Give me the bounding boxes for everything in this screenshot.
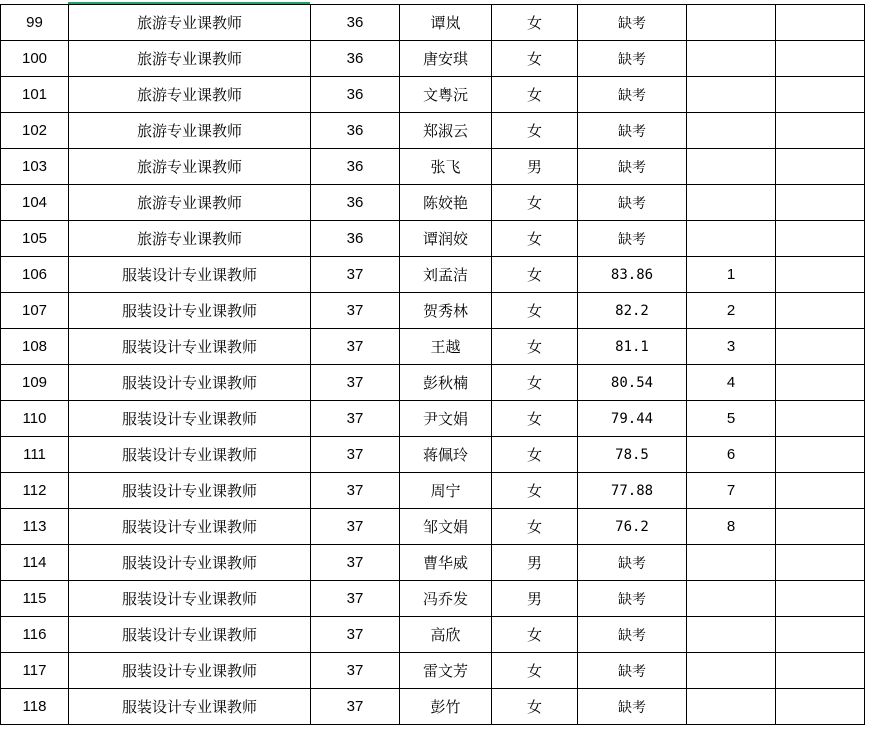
cell-seq[interactable]: 115 — [1, 581, 69, 617]
cell-rank[interactable] — [687, 41, 776, 77]
cell-rank[interactable] — [687, 77, 776, 113]
cell-rank[interactable]: 5 — [687, 401, 776, 437]
table-row — [1, 401, 865, 437]
cell-seq[interactable]: 117 — [1, 653, 69, 689]
cell-position[interactable]: 旅游专业课教师 — [69, 5, 311, 41]
table-row — [1, 473, 865, 509]
cell-score[interactable]: 80.54 — [578, 365, 687, 401]
table-row — [1, 77, 865, 113]
cell-position-code[interactable]: 37 — [311, 689, 400, 725]
cell-gender[interactable]: 男 — [492, 149, 578, 185]
cell-blank[interactable] — [776, 689, 865, 725]
cell-position-code[interactable]: 37 — [311, 293, 400, 329]
cell-name[interactable]: 周宁 — [400, 473, 492, 509]
cell-seq[interactable]: 101 — [1, 77, 69, 113]
cell-seq[interactable]: 105 — [1, 221, 69, 257]
cell-gender[interactable]: 女 — [492, 293, 578, 329]
cell-gender[interactable]: 女 — [492, 113, 578, 149]
cell-name[interactable]: 陈姣艳 — [400, 185, 492, 221]
cell-gender[interactable]: 女 — [492, 41, 578, 77]
cell-rank[interactable] — [687, 149, 776, 185]
cell-position-code[interactable]: 36 — [311, 77, 400, 113]
cell-gender[interactable]: 女 — [492, 617, 578, 653]
table-row — [1, 221, 865, 257]
cell-seq[interactable]: 111 — [1, 437, 69, 473]
cell-position[interactable]: 旅游专业课教师 — [69, 77, 311, 113]
cell-score[interactable]: 缺考 — [578, 77, 687, 113]
cell-score[interactable]: 缺考 — [578, 41, 687, 77]
cell-name[interactable]: 曹华威 — [400, 545, 492, 581]
cell-blank[interactable] — [776, 221, 865, 257]
cell-position[interactable]: 服装设计专业课教师 — [69, 581, 311, 617]
cell-position-code[interactable]: 36 — [311, 5, 400, 41]
table-row — [1, 437, 865, 473]
cell-seq[interactable]: 102 — [1, 113, 69, 149]
table-row — [1, 329, 865, 365]
cell-score[interactable]: 缺考 — [578, 185, 687, 221]
cell-score[interactable]: 缺考 — [578, 689, 687, 725]
cell-rank[interactable]: 3 — [687, 329, 776, 365]
cell-seq[interactable]: 103 — [1, 149, 69, 185]
cell-score[interactable]: 缺考 — [578, 545, 687, 581]
cell-position[interactable]: 服装设计专业课教师 — [69, 329, 311, 365]
cell-position-code[interactable]: 37 — [311, 545, 400, 581]
cell-seq[interactable]: 106 — [1, 257, 69, 293]
cell-blank[interactable] — [776, 653, 865, 689]
cell-seq[interactable]: 100 — [1, 41, 69, 77]
cell-position[interactable]: 旅游专业课教师 — [69, 221, 311, 257]
cell-position[interactable]: 旅游专业课教师 — [69, 113, 311, 149]
cell-name[interactable]: 蒋佩玲 — [400, 437, 492, 473]
cell-rank[interactable]: 7 — [687, 473, 776, 509]
cell-position[interactable]: 服装设计专业课教师 — [69, 437, 311, 473]
cell-rank[interactable] — [687, 221, 776, 257]
cell-gender[interactable]: 女 — [492, 473, 578, 509]
cell-score[interactable]: 缺考 — [578, 617, 687, 653]
cell-position-code[interactable]: 37 — [311, 509, 400, 545]
cell-position-code[interactable]: 36 — [311, 41, 400, 77]
cell-position[interactable]: 服装设计专业课教师 — [69, 653, 311, 689]
cell-rank[interactable]: 8 — [687, 509, 776, 545]
cell-gender[interactable]: 男 — [492, 545, 578, 581]
cell-seq[interactable]: 104 — [1, 185, 69, 221]
cell-rank[interactable] — [687, 5, 776, 41]
cell-score[interactable]: 缺考 — [578, 653, 687, 689]
table-row — [1, 185, 865, 221]
cell-gender[interactable]: 女 — [492, 221, 578, 257]
cell-gender[interactable]: 女 — [492, 653, 578, 689]
table-row — [1, 545, 865, 581]
cell-name[interactable]: 冯乔发 — [400, 581, 492, 617]
cell-position-code[interactable]: 37 — [311, 653, 400, 689]
cell-position-code[interactable]: 37 — [311, 365, 400, 401]
cell-position-code[interactable]: 36 — [311, 149, 400, 185]
cell-name[interactable]: 谭润姣 — [400, 221, 492, 257]
cell-score[interactable]: 76.2 — [578, 509, 687, 545]
cell-gender[interactable]: 女 — [492, 257, 578, 293]
cell-score[interactable]: 缺考 — [578, 581, 687, 617]
cell-blank[interactable] — [776, 509, 865, 545]
cell-position[interactable]: 旅游专业课教师 — [69, 41, 311, 77]
table-row — [1, 581, 865, 617]
cell-name[interactable]: 彭竹 — [400, 689, 492, 725]
cell-gender[interactable]: 女 — [492, 329, 578, 365]
cell-position-code[interactable]: 36 — [311, 221, 400, 257]
cell-name[interactable]: 邹文娟 — [400, 509, 492, 545]
cell-blank[interactable] — [776, 113, 865, 149]
cell-gender[interactable]: 女 — [492, 509, 578, 545]
cell-position-code[interactable]: 37 — [311, 581, 400, 617]
cell-score[interactable]: 79.44 — [578, 401, 687, 437]
cell-name[interactable]: 谭岚 — [400, 5, 492, 41]
cell-position[interactable]: 服装设计专业课教师 — [69, 617, 311, 653]
cell-score[interactable]: 82.2 — [578, 293, 687, 329]
cell-position[interactable]: 服装设计专业课教师 — [69, 473, 311, 509]
cell-seq[interactable]: 108 — [1, 329, 69, 365]
cell-score[interactable]: 83.86 — [578, 257, 687, 293]
cell-score[interactable]: 缺考 — [578, 113, 687, 149]
table-row — [1, 293, 865, 329]
cell-position-code[interactable]: 37 — [311, 401, 400, 437]
cell-blank[interactable] — [776, 617, 865, 653]
cell-name[interactable]: 高欣 — [400, 617, 492, 653]
cell-position-code[interactable]: 37 — [311, 257, 400, 293]
cell-blank[interactable] — [776, 365, 865, 401]
cell-position[interactable]: 服装设计专业课教师 — [69, 509, 311, 545]
cell-blank[interactable] — [776, 293, 865, 329]
cell-blank[interactable] — [776, 149, 865, 185]
table-row — [1, 617, 865, 653]
cell-rank[interactable] — [687, 617, 776, 653]
cell-position-code[interactable]: 37 — [311, 437, 400, 473]
cell-seq[interactable]: 99 — [1, 5, 69, 41]
cell-rank[interactable]: 4 — [687, 365, 776, 401]
cell-seq[interactable]: 110 — [1, 401, 69, 437]
cell-position[interactable]: 服装设计专业课教师 — [69, 257, 311, 293]
cell-gender[interactable]: 女 — [492, 365, 578, 401]
cell-score[interactable]: 77.88 — [578, 473, 687, 509]
cell-name[interactable]: 彭秋楠 — [400, 365, 492, 401]
table-row — [1, 653, 865, 689]
cell-name[interactable]: 张飞 — [400, 149, 492, 185]
cell-gender[interactable]: 女 — [492, 77, 578, 113]
cell-seq[interactable]: 112 — [1, 473, 69, 509]
cell-rank[interactable] — [687, 653, 776, 689]
cell-rank[interactable] — [687, 689, 776, 725]
table-row — [1, 509, 865, 545]
cell-gender[interactable]: 女 — [492, 185, 578, 221]
cell-name[interactable]: 文粤沅 — [400, 77, 492, 113]
cell-rank[interactable]: 6 — [687, 437, 776, 473]
table-row — [1, 257, 865, 293]
cell-blank[interactable] — [776, 581, 865, 617]
table-row — [1, 365, 865, 401]
cell-gender[interactable]: 女 — [492, 689, 578, 725]
cell-rank[interactable] — [687, 113, 776, 149]
cell-gender[interactable]: 男 — [492, 581, 578, 617]
cell-position-code[interactable]: 37 — [311, 473, 400, 509]
table-row — [1, 41, 865, 77]
table-row — [1, 5, 865, 41]
cell-blank[interactable] — [776, 41, 865, 77]
cell-position[interactable]: 服装设计专业课教师 — [69, 689, 311, 725]
cell-score[interactable]: 缺考 — [578, 149, 687, 185]
cell-gender[interactable]: 女 — [492, 437, 578, 473]
cell-blank[interactable] — [776, 401, 865, 437]
cell-blank[interactable] — [776, 473, 865, 509]
cell-rank[interactable]: 1 — [687, 257, 776, 293]
cell-blank[interactable] — [776, 437, 865, 473]
cell-seq[interactable]: 116 — [1, 617, 69, 653]
cell-blank[interactable] — [776, 545, 865, 581]
table-row — [1, 149, 865, 185]
cell-position[interactable]: 旅游专业课教师 — [69, 149, 311, 185]
cell-blank[interactable] — [776, 5, 865, 41]
cell-blank[interactable] — [776, 77, 865, 113]
cell-position-code[interactable]: 37 — [311, 617, 400, 653]
cell-position[interactable]: 旅游专业课教师 — [69, 185, 311, 221]
cell-seq[interactable]: 107 — [1, 293, 69, 329]
cell-position[interactable]: 服装设计专业课教师 — [69, 401, 311, 437]
cell-seq[interactable]: 109 — [1, 365, 69, 401]
cell-gender[interactable]: 女 — [492, 401, 578, 437]
cell-blank[interactable] — [776, 329, 865, 365]
cell-score[interactable]: 78.5 — [578, 437, 687, 473]
cell-name[interactable]: 郑淑云 — [400, 113, 492, 149]
cell-blank[interactable] — [776, 257, 865, 293]
cell-rank[interactable]: 2 — [687, 293, 776, 329]
cell-position-code[interactable]: 36 — [311, 185, 400, 221]
cell-position-code[interactable]: 37 — [311, 329, 400, 365]
cell-name[interactable]: 雷文芳 — [400, 653, 492, 689]
table-body — [1, 5, 865, 725]
cell-score[interactable]: 缺考 — [578, 5, 687, 41]
cell-name[interactable]: 贺秀林 — [400, 293, 492, 329]
cell-rank[interactable] — [687, 545, 776, 581]
cell-selection-indicator — [68, 2, 310, 4]
cell-position-code[interactable]: 36 — [311, 113, 400, 149]
cell-name[interactable]: 王越 — [400, 329, 492, 365]
results-table — [0, 4, 865, 725]
cell-rank[interactable] — [687, 581, 776, 617]
cell-position[interactable]: 服装设计专业课教师 — [69, 293, 311, 329]
table-row — [1, 689, 865, 725]
cell-gender[interactable]: 女 — [492, 5, 578, 41]
cell-position[interactable]: 服装设计专业课教师 — [69, 365, 311, 401]
cell-name[interactable]: 尹文娟 — [400, 401, 492, 437]
cell-seq[interactable]: 118 — [1, 689, 69, 725]
cell-position[interactable]: 服装设计专业课教师 — [69, 545, 311, 581]
cell-seq[interactable]: 113 — [1, 509, 69, 545]
cell-score[interactable]: 缺考 — [578, 221, 687, 257]
cell-rank[interactable] — [687, 185, 776, 221]
cell-name[interactable]: 唐安琪 — [400, 41, 492, 77]
cell-blank[interactable] — [776, 185, 865, 221]
table-row — [1, 113, 865, 149]
cell-seq[interactable]: 114 — [1, 545, 69, 581]
cell-name[interactable]: 刘孟洁 — [400, 257, 492, 293]
cell-score[interactable]: 81.1 — [578, 329, 687, 365]
